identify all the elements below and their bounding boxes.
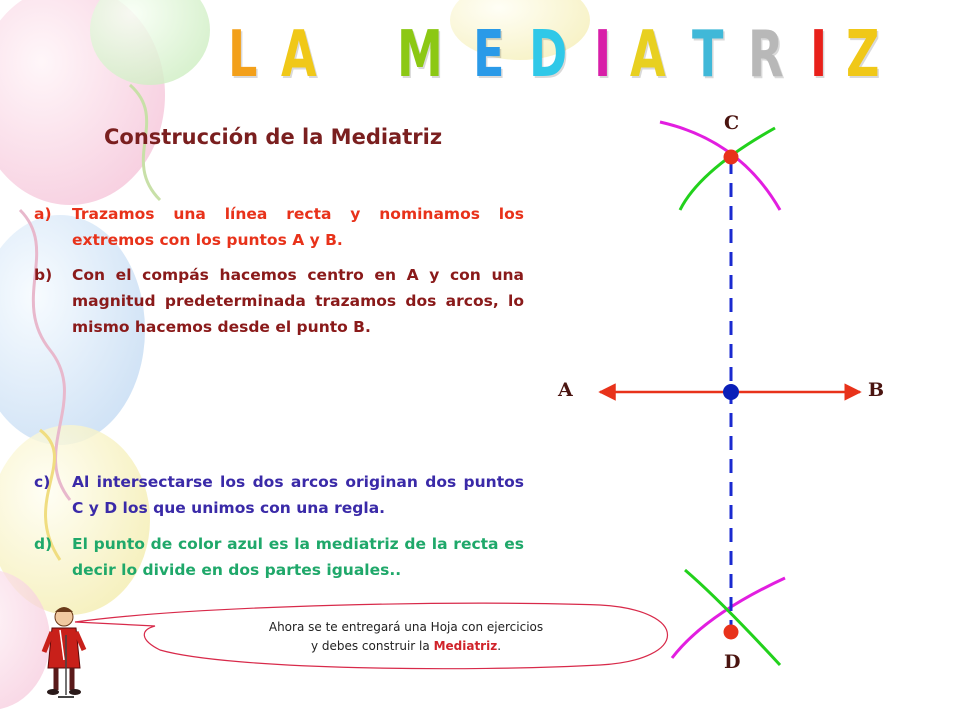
title-letter: L (228, 18, 259, 92)
title-letter: I (809, 18, 829, 92)
speech-bubble-text (200, 618, 612, 656)
title-letter: Z (845, 18, 881, 92)
label-point-a: A (558, 379, 573, 401)
title-letter: A (630, 18, 668, 92)
title-letter: D (528, 18, 569, 92)
title-letter: T (692, 18, 726, 92)
title-letter: I (594, 18, 613, 92)
label-point-b: B (868, 379, 885, 401)
step-marker: c) (34, 473, 51, 491)
step-text: Al intersectarse los dos arcos originan dos puntos C y D los que unimos con una regla. (72, 473, 524, 517)
label-point-c: C (724, 112, 740, 134)
bubble-highlight: Mediatriz (433, 639, 498, 653)
step-marker: b) (34, 266, 53, 284)
bubble-line-1: Ahora se te entregará una Hoja con ejercicios (268, 620, 544, 634)
label-point-d: D (724, 651, 741, 673)
step-marker: a) (34, 205, 52, 223)
step-text: Trazamos una línea recta y nominamos los extremos con los puntos A y B. (72, 205, 524, 249)
title-letter: R (748, 18, 786, 92)
bubble-line-2-suffix: . (497, 639, 502, 653)
title-letter: A (281, 18, 319, 92)
title-letter: E (472, 18, 506, 92)
step-text: Con el compás hacemos centro en A y con una magnitud predeterminada trazamos dos arcos, lo mismo hacemos desde el punto B. (72, 266, 524, 336)
title-letter: M (396, 18, 445, 92)
bubble-line-2 (200, 637, 612, 656)
bubble-line-2-prefix: y debes construir la (310, 639, 434, 653)
presenter-icon (44, 607, 84, 697)
step-marker: d) (34, 535, 53, 553)
step-text: El punto de color azul es la mediatriz de la recta es decir lo divide en dos partes iguales.. (72, 535, 524, 579)
section-subtitle: Construcción de la Mediatriz (104, 125, 443, 149)
